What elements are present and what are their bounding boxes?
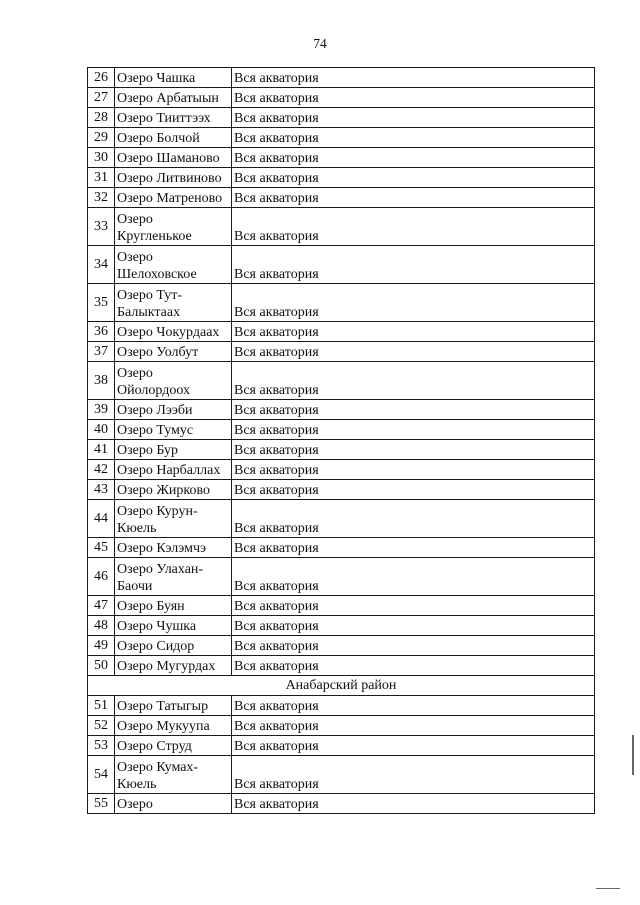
lake-area: Вся акватория (232, 500, 595, 538)
table-row (88, 500, 595, 538)
lake-name: Озеро Тумус (115, 420, 232, 440)
row-number: 49 (88, 636, 115, 656)
lake-name: Озеро Ойолордоох (115, 362, 232, 400)
lake-area: Вся акватория (232, 736, 595, 756)
scan-artifact (596, 888, 620, 889)
lake-name: Озеро Мугурдах (115, 656, 232, 676)
row-number: 35 (88, 284, 115, 322)
lake-name: Озеро Кругленькое (115, 208, 232, 246)
lake-name: Озеро Жирково (115, 480, 232, 500)
lake-name: Озеро Курун-Кюель (115, 500, 232, 538)
table-row (88, 68, 595, 88)
lake-area: Вся акватория (232, 696, 595, 716)
lake-name: Озеро (115, 794, 232, 814)
row-number: 43 (88, 480, 115, 500)
scan-artifact (632, 735, 634, 775)
row-number: 54 (88, 756, 115, 794)
table-row (88, 420, 595, 440)
lake-name: Озеро Болчой (115, 128, 232, 148)
table-row (88, 596, 595, 616)
lake-name: Озеро Уолбут (115, 342, 232, 362)
row-number: 53 (88, 736, 115, 756)
table-row (88, 538, 595, 558)
lake-name: Озеро Шаманово (115, 148, 232, 168)
table-row (88, 108, 595, 128)
row-number: 34 (88, 246, 115, 284)
lake-area: Вся акватория (232, 596, 595, 616)
row-number: 30 (88, 148, 115, 168)
row-number: 39 (88, 400, 115, 420)
lake-area: Вся акватория (232, 322, 595, 342)
row-number: 40 (88, 420, 115, 440)
lake-name: Озеро Татыгыр (115, 696, 232, 716)
lake-name: Озеро Бур (115, 440, 232, 460)
lake-area: Вся акватория (232, 636, 595, 656)
row-number: 52 (88, 716, 115, 736)
lake-area: Вся акватория (232, 460, 595, 480)
lake-area: Вся акватория (232, 716, 595, 736)
lake-area: Вся акватория (232, 246, 595, 284)
lake-name: Озеро Нарбаллах (115, 460, 232, 480)
lake-name: Озеро Мукуупа (115, 716, 232, 736)
table-row (88, 460, 595, 480)
row-number: 31 (88, 168, 115, 188)
table-row (88, 716, 595, 736)
row-number: 44 (88, 500, 115, 538)
table-row (88, 696, 595, 716)
lakes-table (87, 67, 595, 814)
row-number: 33 (88, 208, 115, 246)
row-number: 28 (88, 108, 115, 128)
lake-name: Озеро Шелоховское (115, 246, 232, 284)
table-row (88, 756, 595, 794)
row-number: 48 (88, 616, 115, 636)
lake-area: Вся акватория (232, 88, 595, 108)
row-number: 41 (88, 440, 115, 460)
row-number: 27 (88, 88, 115, 108)
table-row (88, 480, 595, 500)
lake-area: Вся акватория (232, 400, 595, 420)
row-number: 51 (88, 696, 115, 716)
lake-name: Озеро Тииттээх (115, 108, 232, 128)
lake-area: Вся акватория (232, 362, 595, 400)
lake-area: Вся акватория (232, 480, 595, 500)
row-number: 46 (88, 558, 115, 596)
table-row (88, 400, 595, 420)
table-row (88, 342, 595, 362)
lake-name: Озеро Чашка (115, 68, 232, 88)
lake-area: Вся акватория (232, 756, 595, 794)
lake-name: Озеро Тут-Балыктаах (115, 284, 232, 322)
lake-area: Вся акватория (232, 208, 595, 246)
lake-area: Вся акватория (232, 168, 595, 188)
lake-area: Вся акватория (232, 656, 595, 676)
table-row (88, 736, 595, 756)
lake-area: Вся акватория (232, 342, 595, 362)
table-row (88, 656, 595, 676)
lake-name: Озеро Кэлэмчэ (115, 538, 232, 558)
lake-name: Озеро Чокурдаах (115, 322, 232, 342)
lake-area: Вся акватория (232, 538, 595, 558)
table-row (88, 168, 595, 188)
table-row (88, 188, 595, 208)
lake-name: Озеро Чушка (115, 616, 232, 636)
table-row (88, 284, 595, 322)
lake-area: Вся акватория (232, 108, 595, 128)
lake-name: Озеро Литвиново (115, 168, 232, 188)
row-number: 45 (88, 538, 115, 558)
row-number: 37 (88, 342, 115, 362)
lake-area: Вся акватория (232, 68, 595, 88)
lake-area: Вся акватория (232, 794, 595, 814)
table-row (88, 636, 595, 656)
section-title: Анабарский район (88, 676, 595, 696)
lake-name: Озеро Улахан-Баочи (115, 558, 232, 596)
row-number: 32 (88, 188, 115, 208)
lake-name: Озеро Сидор (115, 636, 232, 656)
row-number: 38 (88, 362, 115, 400)
lake-area: Вся акватория (232, 284, 595, 322)
lake-name: Озеро Струд (115, 736, 232, 756)
lake-area: Вся акватория (232, 420, 595, 440)
table-row (88, 558, 595, 596)
table-row (88, 148, 595, 168)
row-number: 42 (88, 460, 115, 480)
row-number: 29 (88, 128, 115, 148)
lake-area: Вся акватория (232, 148, 595, 168)
lake-area: Вся акватория (232, 440, 595, 460)
row-number: 50 (88, 656, 115, 676)
lake-area: Вся акватория (232, 188, 595, 208)
row-number: 47 (88, 596, 115, 616)
table-row (88, 794, 595, 814)
page-number: 74 (313, 36, 327, 51)
table-row (88, 246, 595, 284)
table-row (88, 440, 595, 460)
lake-name: Озеро Матреново (115, 188, 232, 208)
row-number: 55 (88, 794, 115, 814)
lake-name: Озеро Лээби (115, 400, 232, 420)
lake-area: Вся акватория (232, 128, 595, 148)
table-row (88, 322, 595, 342)
table-row (88, 88, 595, 108)
section-row (88, 676, 595, 696)
lake-area: Вся акватория (232, 558, 595, 596)
lake-name: Озеро Буян (115, 596, 232, 616)
table-row (88, 128, 595, 148)
lake-name: Озеро Арбатыын (115, 88, 232, 108)
table-row (88, 208, 595, 246)
lake-area: Вся акватория (232, 616, 595, 636)
lake-name: Озеро Кумах-Кюель (115, 756, 232, 794)
row-number: 36 (88, 322, 115, 342)
row-number: 26 (88, 68, 115, 88)
table-row (88, 616, 595, 636)
table-row (88, 362, 595, 400)
